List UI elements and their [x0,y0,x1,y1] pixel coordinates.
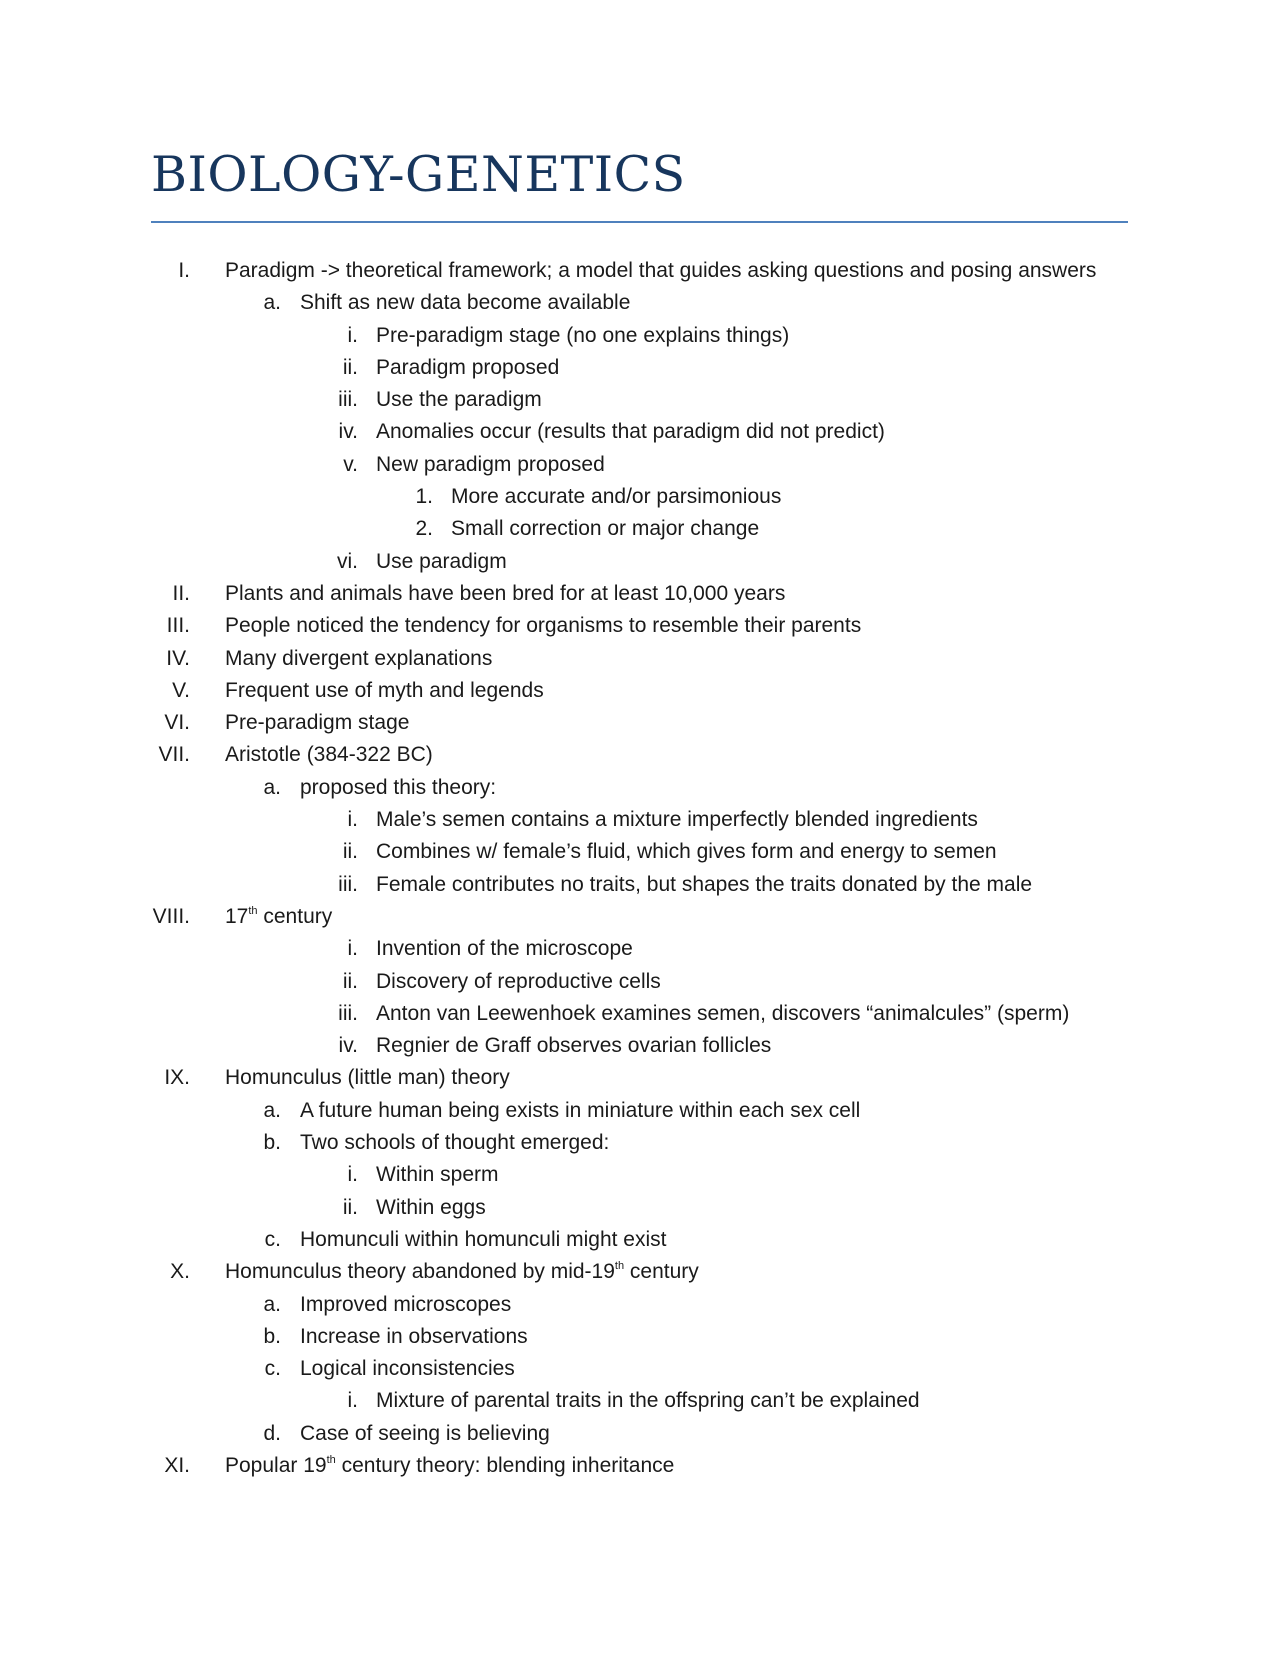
outline-item [0,513,1280,545]
outline-marker: IV. [166,646,190,670]
outline-item [0,352,1280,384]
outline-item [0,610,1280,642]
outline-item [0,1127,1280,1159]
outline-text [225,901,332,933]
title-underline [151,221,1128,223]
outline-marker: i. [347,1163,358,1187]
outline-marker: a. [263,1098,281,1122]
outline-item [0,966,1280,998]
outline-item [0,1062,1280,1094]
outline-item [0,772,1280,804]
outline-item [0,998,1280,1030]
outline-text: Combines w/ female’s fluid, which gives form and energy to semen [376,840,997,864]
outline-item [0,1289,1280,1321]
outline-item [0,1224,1280,1256]
outline-text-part: century theory: blending inheritance [335,1453,675,1477]
outline-marker: c. [264,1227,281,1251]
outline-text: Shift as new data become available [300,291,631,315]
outline-text: Pre-paradigm stage (no one explains things) [376,323,790,347]
outline-item [0,449,1280,481]
outline-marker: II. [172,581,190,605]
outline-item [0,384,1280,416]
outline-marker: XI. [164,1453,190,1477]
outline-text-part: century [257,904,333,928]
outline-item [0,1418,1280,1450]
outline-text: People noticed the tendency for organisms to resemble their parents [225,614,862,638]
outline-text: Aristotle (384-322 BC) [225,743,433,767]
outline-marker: ii. [342,969,358,993]
outline-text: Mixture of parental traits in the offspring can’t be explained [376,1389,920,1413]
outline-marker: III. [166,614,190,638]
outline-item [0,643,1280,675]
outline-item [0,416,1280,448]
outline-text: Regnier de Graff observes ovarian follicles [376,1034,772,1058]
outline-text: Homunculi within homunculi might exist [300,1227,667,1251]
outline-text: Logical inconsistencies [300,1357,515,1381]
outline-marker: iv. [338,420,358,444]
outline-text: proposed this theory: [300,775,497,799]
outline-marker: iv. [338,1034,358,1058]
outline-item [0,546,1280,578]
outline-marker: 1. [415,485,433,509]
outline-text: Small correction or major change [451,517,760,541]
outline-text: Case of seeing is believing [300,1421,550,1445]
outline-item [0,255,1280,287]
outline-marker: i. [347,937,358,961]
outline-text-part: Homunculus theory abandoned by mid-19 [225,1260,615,1284]
document-title: BIOLOGY-GENETICS [151,146,686,203]
outline-text: Anomalies occur (results that paradigm did not predict) [376,420,885,444]
outline-text: Male’s semen contains a mixture imperfectly blended ingredients [376,808,978,832]
ordinal-superscript: th [248,904,258,917]
outline-marker: IX. [164,1066,190,1090]
outline-item [0,1192,1280,1224]
outline-marker: VII. [158,743,190,767]
outline-text: Pre-paradigm stage [225,711,410,735]
ordinal-superscript: th [326,1453,336,1466]
outline-text-part: 17 [225,904,249,928]
outline-text: Frequent use of myth and legends [225,678,544,702]
outline-item [0,1095,1280,1127]
outline-text-part: century [624,1260,699,1284]
outline-marker: c. [264,1357,281,1381]
outline-text: Plants and animals have been bred for at least 10,000 years [225,581,786,605]
outline-item [0,933,1280,965]
outline-marker: i. [347,323,358,347]
outline-item [0,836,1280,868]
outline-text: Use the paradigm [376,388,542,412]
outline-item [0,1353,1280,1385]
outline-text: Invention of the microscope [376,937,633,961]
outline-marker: a. [263,1292,281,1316]
outline-item [0,320,1280,352]
outline-text: Within eggs [376,1195,486,1219]
outline-marker: X. [170,1260,190,1284]
outline-text: Female contributes no traits, but shapes the traits donated by the male [376,872,1033,896]
outline-marker: d. [263,1421,281,1445]
outline-item [0,1321,1280,1353]
outline-marker: iii. [338,388,358,412]
outline-text: Paradigm -> theoretical framework; a model that guides asking questions and posing answers [225,259,1097,282]
outline-marker: iii. [338,1001,358,1025]
outline-text: Anton van Leewenhoek examines semen, discovers “animalcules” (sperm) [376,1001,1070,1025]
outline-item [0,287,1280,319]
outline-item [0,1159,1280,1191]
outline-item [0,901,1280,933]
outline-item [0,675,1280,707]
outline-text: A future human being exists in miniature within each sex cell [300,1098,861,1122]
outline-item [0,1385,1280,1417]
outline-text: Improved microscopes [300,1292,512,1316]
outline-text: Use paradigm [376,549,507,573]
outline-text: Paradigm proposed [376,355,560,379]
outline-marker: b. [263,1131,281,1155]
outline-item [0,1450,1280,1482]
outline-marker: V. [172,678,190,702]
outline-list [0,255,1280,1482]
outline-marker: ii. [342,1195,358,1219]
outline-marker: i. [347,1389,358,1413]
outline-marker: a. [263,291,281,315]
outline-marker: i. [347,808,358,832]
outline-marker: I. [178,259,190,282]
outline-marker: vi. [337,549,358,573]
outline-text: Homunculus (little man) theory [225,1066,510,1090]
outline-item [0,804,1280,836]
outline-marker: iii. [338,872,358,896]
outline-item [0,1030,1280,1062]
outline-text: Two schools of thought emerged: [300,1131,610,1155]
outline-marker: VI. [164,711,190,735]
outline-text: Within sperm [376,1163,499,1187]
outline-text: Discovery of reproductive cells [376,969,661,993]
outline-text-part: Popular 19 [225,1453,327,1477]
outline-item [0,707,1280,739]
outline-item [0,869,1280,901]
outline-text: Increase in observations [300,1324,528,1348]
outline-marker: b. [263,1324,281,1348]
outline-item [0,739,1280,771]
outline-marker: a. [263,775,281,799]
outline-text [225,1256,699,1288]
outline-item [0,578,1280,610]
ordinal-superscript: th [614,1260,625,1273]
outline-item [0,481,1280,513]
outline-marker: VIII. [152,904,190,928]
outline-text: More accurate and/or parsimonious [451,485,782,509]
outline-item [0,1256,1280,1288]
outline-marker: ii. [342,355,358,379]
outline-text [225,1450,674,1482]
outline-text: Many divergent explanations [225,646,493,670]
outline-marker: ii. [342,840,358,864]
outline-marker: 2. [415,517,433,541]
outline-text: New paradigm proposed [376,452,605,476]
outline-marker: v. [343,452,358,476]
